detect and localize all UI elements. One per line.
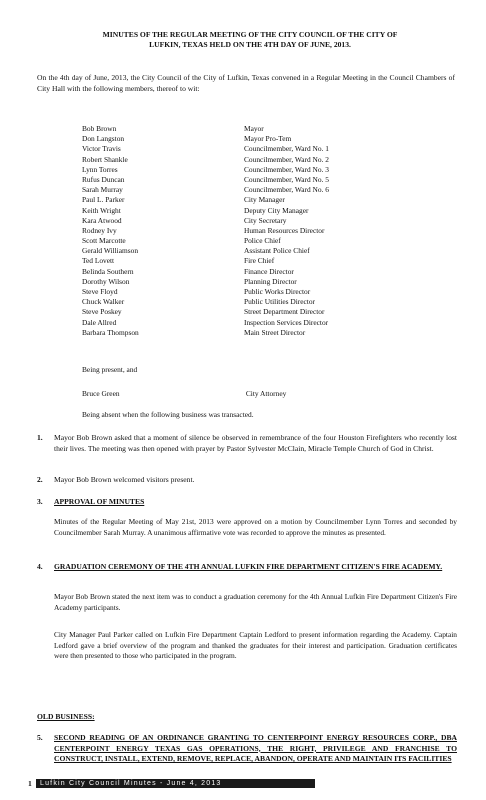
roster-row (82, 236, 329, 246)
agenda-item-5 (37, 733, 457, 765)
roster-row (82, 124, 329, 134)
item-number: 1. (37, 433, 43, 442)
absent-member (82, 389, 286, 398)
member-name: Dorothy Wilson (82, 276, 130, 286)
member-role: Police Chief (244, 236, 281, 246)
member-name: Sarah Murray (82, 185, 123, 195)
item-heading: GRADUATION CEREMONY OF THE 4TH ANNUAL LUFKIN FIRE DEPARTMENT CITIZEN'S FIRE ACADEMY. (54, 562, 443, 571)
item-heading: APPROVAL OF MINUTES (54, 497, 145, 506)
member-role: Finance Director (244, 266, 294, 276)
member-name: Scott Marcotte (82, 236, 126, 246)
roster-row (82, 287, 329, 297)
roster-row (82, 155, 329, 165)
roster-row (82, 297, 329, 307)
roster-row (82, 165, 329, 175)
member-role: Mayor Pro-Tem (244, 134, 292, 144)
item-4-paragraph-2: City Manager Paul Parker called on Lufkin Fire Department Captain Ledford to present information regarding the Academy. Captain Ledford gave a brief overview of the program and thanked the graduates for their interest and participation. Graduation certificates were then presented to those who participated in the program. (54, 630, 457, 660)
member-name: Belinda Southern (82, 266, 134, 276)
agenda-item-2 (37, 475, 457, 486)
roster-row (82, 246, 329, 256)
roster-row (82, 216, 329, 226)
member-role: Councilmember, Ward No. 2 (244, 154, 329, 164)
member-name: Victor Travis (82, 144, 121, 154)
item-4-paragraph-1: Mayor Bob Brown stated the next item was to conduct a graduation ceremony for the 4th Annual Lufkin Fire Department Citizen's Fire Academy participants. (54, 592, 457, 612)
member-name: Keith Wright (82, 205, 121, 215)
roster-row (82, 256, 329, 266)
member-name: Ted Lovett (82, 256, 115, 266)
member-role: Main Street Director (244, 327, 306, 337)
document-title (40, 30, 460, 50)
roster-row (82, 267, 329, 277)
member-name: Steve Floyd (82, 287, 118, 296)
member-role: City Manager (244, 195, 285, 205)
item-number: 3. (37, 497, 43, 506)
item-3-paragraph: Minutes of the Regular Meeting of May 21st, 2013 were approved on a motion by Councilmember Lynn Torres and seconded by Councilmember Sarah Murray. A unanimous affirmative vote was recorded to approve the minutes as presented. (54, 517, 457, 537)
agenda-item-4 (37, 562, 457, 573)
absent-name: Bruce Green (82, 389, 120, 398)
agenda-item-3 (37, 497, 457, 508)
title-line-2: LUFKIN, TEXAS HELD ON THE 4TH DAY OF JUNE, 2013. (149, 40, 351, 49)
page-number: 1 (28, 779, 32, 788)
item-heading: SECOND READING OF AN ORDINANCE GRANTING TO CENTERPOINT ENERGY RESOURCES CORP., DBA CENTERPOINT ENERGY TEXAS GAS OPERATIONS, THE RIGHT, PRIVILEGE AND FRANCHISE TO CONSTRUCT, INSTALL, EXTEND, REMOVE, REPLACE, ABANDON, OPERATE AND MAINTAIN ITS FACILITIES (54, 733, 457, 763)
item-number: 4. (37, 562, 43, 571)
title-line-1: MINUTES OF THE REGULAR MEETING OF THE CITY COUNCIL OF THE CITY OF (102, 30, 398, 39)
member-name: Bob Brown (82, 124, 117, 133)
roster-row (82, 307, 329, 317)
member-name: Gerald Williamson (82, 246, 139, 256)
member-name: Paul L. Parker (82, 195, 125, 205)
member-role: Human Resources Director (244, 225, 325, 235)
member-role: Public Works Director (244, 287, 311, 296)
member-role: City Secretary (244, 215, 287, 225)
member-role: Councilmember, Ward No. 5 (244, 174, 329, 184)
roster-row (82, 185, 329, 195)
member-role: Inspection Services Director (244, 317, 329, 327)
member-name: Dale Allred (82, 317, 117, 327)
item-number: 5. (37, 733, 43, 742)
roster-row (82, 195, 329, 205)
present-label: Being present, and (82, 365, 138, 374)
member-role: Street Department Director (244, 307, 325, 317)
absent-note: Being absent when the following business was transacted. (82, 410, 254, 419)
roster-row (82, 175, 329, 185)
old-business-heading: OLD BUSINESS: (37, 712, 95, 721)
member-role: Assistant Police Chief (244, 246, 310, 256)
member-role: Mayor (244, 124, 264, 133)
absent-role: City Attorney (245, 389, 287, 398)
member-role: Councilmember, Ward No. 6 (244, 185, 329, 195)
item-text: Mayor Bob Brown asked that a moment of silence be observed in remembrance of the four Houston Firefighters who recently lost their lives. The meeting was then opened with prayer by Pastor Sylvester McClain, Miracle Temple Church of God in Christ. (54, 433, 457, 453)
member-name: Rufus Duncan (82, 174, 125, 184)
member-name: Don Langston (82, 134, 125, 144)
item-number: 2. (37, 475, 43, 484)
member-role: Councilmember, Ward No. 3 (244, 164, 329, 174)
member-name: Robert Shankle (82, 154, 128, 164)
member-name: Chuck Walker (82, 297, 125, 307)
roster-row (82, 277, 329, 287)
member-name: Lynn Torres (82, 164, 118, 174)
roster-row (82, 134, 329, 144)
member-role: Councilmember, Ward No. 1 (244, 144, 329, 154)
member-name: Kara Atwood (82, 215, 122, 225)
roster-row (82, 318, 329, 328)
roster-row (82, 144, 329, 154)
roster-row (82, 226, 329, 236)
member-role: Public Utilities Director (244, 297, 316, 307)
member-name: Steve Poskey (82, 307, 122, 317)
member-name: Barbara Thompson (82, 327, 139, 337)
footer-bar: Lufkin City Council Minutes - June 4, 2013 (36, 779, 315, 788)
item-text: Mayor Bob Brown welcomed visitors present. (54, 475, 195, 484)
roster-row (82, 206, 329, 216)
agenda-item-1 (37, 433, 457, 454)
member-role: Planning Director (244, 276, 297, 286)
member-role: Fire Chief (244, 256, 275, 266)
attendee-roster (82, 124, 329, 338)
member-role: Deputy City Manager (244, 205, 309, 215)
roster-row (82, 328, 329, 338)
member-name: Rodney Ivy (82, 225, 117, 235)
intro-paragraph: On the 4th day of June, 2013, the City Council of the City of Lufkin, Texas convened in a Regular Meeting in the Council Chambers of City Hall with the following members, thereof to wit: (37, 73, 455, 93)
